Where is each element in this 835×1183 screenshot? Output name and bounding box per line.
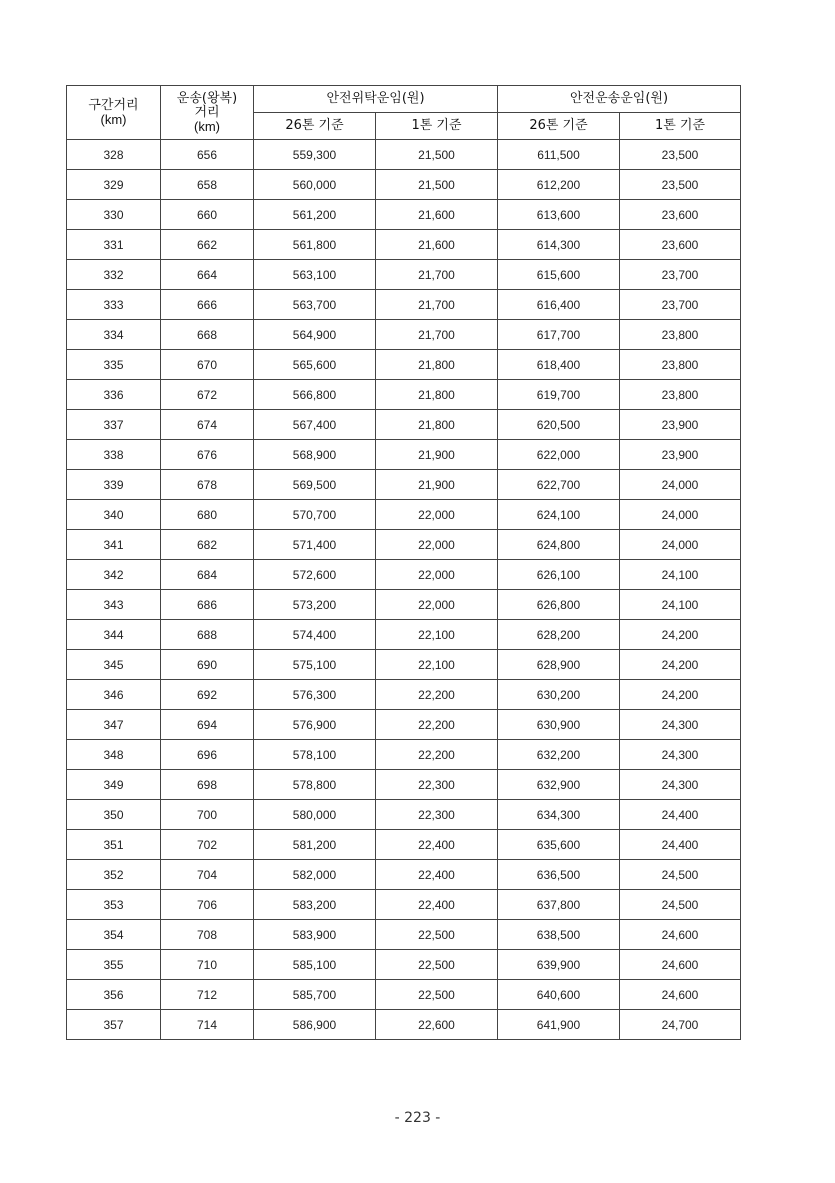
cell-transport-1t: 24,100 <box>620 560 741 590</box>
cell-consign-26t: 560,000 <box>254 170 376 200</box>
cell-section-distance: 340 <box>67 500 161 530</box>
cell-transport-distance: 660 <box>161 200 254 230</box>
cell-transport-distance: 692 <box>161 680 254 710</box>
cell-section-distance: 328 <box>67 140 161 170</box>
cell-consign-1t: 22,400 <box>376 860 498 890</box>
cell-transport-26t: 636,500 <box>498 860 620 890</box>
table-row <box>67 530 741 560</box>
cell-section-distance: 348 <box>67 740 161 770</box>
cell-section-distance: 351 <box>67 830 161 860</box>
header-transport-1t: 1톤 기준 <box>620 113 741 140</box>
cell-transport-distance: 700 <box>161 800 254 830</box>
cell-consign-1t: 22,400 <box>376 830 498 860</box>
cell-transport-1t: 24,500 <box>620 860 741 890</box>
cell-consign-1t: 21,700 <box>376 290 498 320</box>
cell-section-distance: 339 <box>67 470 161 500</box>
table-row <box>67 410 741 440</box>
cell-transport-distance: 682 <box>161 530 254 560</box>
cell-transport-1t: 24,000 <box>620 470 741 500</box>
cell-consign-1t: 21,600 <box>376 200 498 230</box>
cell-consign-26t: 585,100 <box>254 950 376 980</box>
cell-transport-distance: 656 <box>161 140 254 170</box>
cell-transport-1t: 24,300 <box>620 770 741 800</box>
cell-transport-1t: 24,400 <box>620 830 741 860</box>
cell-transport-26t: 622,000 <box>498 440 620 470</box>
header-group-consign-fare: 안전위탁운임(원) <box>254 86 498 113</box>
header-section-distance <box>67 86 161 140</box>
cell-consign-1t: 21,500 <box>376 140 498 170</box>
cell-section-distance: 342 <box>67 560 161 590</box>
cell-transport-1t: 24,000 <box>620 500 741 530</box>
cell-consign-26t: 582,000 <box>254 860 376 890</box>
cell-consign-1t: 21,500 <box>376 170 498 200</box>
cell-consign-1t: 22,200 <box>376 710 498 740</box>
cell-transport-distance: 694 <box>161 710 254 740</box>
table-row <box>67 650 741 680</box>
cell-transport-distance: 674 <box>161 410 254 440</box>
cell-transport-1t: 24,200 <box>620 620 741 650</box>
cell-transport-26t: 611,500 <box>498 140 620 170</box>
cell-transport-26t: 630,900 <box>498 710 620 740</box>
cell-section-distance: 355 <box>67 950 161 980</box>
cell-section-distance: 357 <box>67 1010 161 1040</box>
cell-transport-distance: 670 <box>161 350 254 380</box>
cell-transport-1t: 23,900 <box>620 440 741 470</box>
cell-transport-26t: 612,200 <box>498 170 620 200</box>
cell-transport-1t: 23,800 <box>620 380 741 410</box>
table-row <box>67 620 741 650</box>
table-row <box>67 980 741 1010</box>
cell-section-distance: 353 <box>67 890 161 920</box>
cell-consign-26t: 564,900 <box>254 320 376 350</box>
cell-transport-1t: 23,800 <box>620 350 741 380</box>
cell-transport-1t: 23,900 <box>620 410 741 440</box>
cell-consign-1t: 22,500 <box>376 980 498 1010</box>
cell-transport-26t: 614,300 <box>498 230 620 260</box>
cell-transport-1t: 24,500 <box>620 890 741 920</box>
cell-transport-distance: 678 <box>161 470 254 500</box>
cell-section-distance: 349 <box>67 770 161 800</box>
header-group-transport-fare: 안전운송운임(원) <box>498 86 741 113</box>
cell-transport-26t: 628,900 <box>498 650 620 680</box>
cell-transport-1t: 23,700 <box>620 290 741 320</box>
cell-section-distance: 338 <box>67 440 161 470</box>
cell-transport-1t: 24,200 <box>620 680 741 710</box>
cell-transport-26t: 616,400 <box>498 290 620 320</box>
header-transport-distance <box>161 86 254 140</box>
table-row <box>67 800 741 830</box>
cell-section-distance: 332 <box>67 260 161 290</box>
cell-consign-26t: 576,300 <box>254 680 376 710</box>
table-row <box>67 770 741 800</box>
cell-consign-26t: 570,700 <box>254 500 376 530</box>
cell-consign-1t: 22,200 <box>376 680 498 710</box>
cell-consign-1t: 22,000 <box>376 560 498 590</box>
cell-section-distance: 354 <box>67 920 161 950</box>
cell-transport-distance: 708 <box>161 920 254 950</box>
fare-table-header <box>67 86 741 140</box>
cell-transport-26t: 622,700 <box>498 470 620 500</box>
cell-transport-distance: 702 <box>161 830 254 860</box>
table-row <box>67 590 741 620</box>
cell-transport-1t: 24,600 <box>620 980 741 1010</box>
table-row <box>67 350 741 380</box>
cell-transport-26t: 641,900 <box>498 1010 620 1040</box>
cell-transport-distance: 658 <box>161 170 254 200</box>
cell-consign-1t: 21,700 <box>376 320 498 350</box>
cell-consign-26t: 571,400 <box>254 530 376 560</box>
cell-section-distance: 350 <box>67 800 161 830</box>
cell-section-distance: 334 <box>67 320 161 350</box>
cell-transport-distance: 698 <box>161 770 254 800</box>
cell-transport-26t: 635,600 <box>498 830 620 860</box>
cell-transport-distance: 686 <box>161 590 254 620</box>
cell-section-distance: 356 <box>67 980 161 1010</box>
cell-transport-1t: 24,300 <box>620 740 741 770</box>
cell-consign-26t: 583,200 <box>254 890 376 920</box>
cell-consign-26t: 566,800 <box>254 380 376 410</box>
cell-section-distance: 345 <box>67 650 161 680</box>
table-row <box>67 260 741 290</box>
cell-transport-26t: 618,400 <box>498 350 620 380</box>
header-transport-distance-label-1: 운송(왕복) <box>176 90 238 106</box>
cell-transport-26t: 632,900 <box>498 770 620 800</box>
table-row <box>67 950 741 980</box>
table-row <box>67 860 741 890</box>
cell-consign-26t: 563,100 <box>254 260 376 290</box>
cell-transport-1t: 24,100 <box>620 590 741 620</box>
cell-transport-26t: 626,100 <box>498 560 620 590</box>
cell-transport-distance: 672 <box>161 380 254 410</box>
cell-consign-1t: 21,800 <box>376 380 498 410</box>
cell-consign-1t: 22,600 <box>376 1010 498 1040</box>
header-transport-distance-label-2: 거리 <box>194 104 220 120</box>
cell-section-distance: 336 <box>67 380 161 410</box>
table-row <box>67 920 741 950</box>
header-section-distance-label: 구간거리 <box>88 97 139 113</box>
table-row <box>67 380 741 410</box>
cell-consign-26t: 569,500 <box>254 470 376 500</box>
cell-consign-26t: 583,900 <box>254 920 376 950</box>
cell-transport-26t: 638,500 <box>498 920 620 950</box>
table-row <box>67 1010 741 1040</box>
table-row <box>67 140 741 170</box>
fare-table-body <box>67 140 741 1040</box>
cell-consign-26t: 573,200 <box>254 590 376 620</box>
cell-transport-distance: 680 <box>161 500 254 530</box>
cell-section-distance: 331 <box>67 230 161 260</box>
cell-transport-distance: 712 <box>161 980 254 1010</box>
cell-transport-26t: 639,900 <box>498 950 620 980</box>
cell-section-distance: 344 <box>67 620 161 650</box>
cell-transport-1t: 24,600 <box>620 920 741 950</box>
fare-table <box>66 85 741 1040</box>
cell-section-distance: 335 <box>67 350 161 380</box>
cell-consign-1t: 22,200 <box>376 740 498 770</box>
header-transport-distance-unit: (km) <box>194 118 220 134</box>
cell-consign-1t: 21,800 <box>376 410 498 440</box>
header-transport-26t: 26톤 기준 <box>498 113 620 140</box>
cell-transport-1t: 23,800 <box>620 320 741 350</box>
cell-section-distance: 346 <box>67 680 161 710</box>
cell-consign-1t: 22,000 <box>376 590 498 620</box>
cell-transport-26t: 637,800 <box>498 890 620 920</box>
table-row <box>67 200 741 230</box>
cell-transport-26t: 626,800 <box>498 590 620 620</box>
table-row <box>67 470 741 500</box>
table-row <box>67 710 741 740</box>
cell-transport-distance: 666 <box>161 290 254 320</box>
cell-consign-1t: 22,100 <box>376 650 498 680</box>
header-section-distance-unit: (km) <box>100 111 127 127</box>
cell-transport-26t: 640,600 <box>498 980 620 1010</box>
header-consign-1t: 1톤 기준 <box>376 113 498 140</box>
page-number: - 223 - <box>394 1110 441 1126</box>
cell-consign-1t: 22,400 <box>376 890 498 920</box>
cell-consign-1t: 22,100 <box>376 620 498 650</box>
cell-transport-26t: 613,600 <box>498 200 620 230</box>
table-row <box>67 740 741 770</box>
cell-transport-1t: 24,400 <box>620 800 741 830</box>
cell-consign-1t: 22,000 <box>376 500 498 530</box>
table-row <box>67 170 741 200</box>
cell-transport-26t: 620,500 <box>498 410 620 440</box>
cell-consign-1t: 22,000 <box>376 530 498 560</box>
cell-consign-1t: 21,700 <box>376 260 498 290</box>
cell-transport-1t: 23,500 <box>620 140 741 170</box>
cell-transport-26t: 634,300 <box>498 800 620 830</box>
cell-transport-1t: 24,700 <box>620 1010 741 1040</box>
cell-consign-26t: 567,400 <box>254 410 376 440</box>
table-row <box>67 560 741 590</box>
table-row <box>67 830 741 860</box>
cell-consign-26t: 576,900 <box>254 710 376 740</box>
table-row <box>67 500 741 530</box>
cell-consign-1t: 22,300 <box>376 800 498 830</box>
table-row <box>67 890 741 920</box>
cell-section-distance: 330 <box>67 200 161 230</box>
cell-transport-26t: 617,700 <box>498 320 620 350</box>
cell-consign-26t: 568,900 <box>254 440 376 470</box>
cell-consign-1t: 22,500 <box>376 920 498 950</box>
cell-transport-26t: 619,700 <box>498 380 620 410</box>
cell-section-distance: 343 <box>67 590 161 620</box>
cell-transport-26t: 624,800 <box>498 530 620 560</box>
cell-consign-26t: 574,400 <box>254 620 376 650</box>
cell-consign-26t: 575,100 <box>254 650 376 680</box>
cell-consign-1t: 21,900 <box>376 440 498 470</box>
cell-transport-1t: 23,500 <box>620 170 741 200</box>
cell-transport-1t: 23,700 <box>620 260 741 290</box>
cell-consign-26t: 563,700 <box>254 290 376 320</box>
cell-transport-26t: 624,100 <box>498 500 620 530</box>
cell-section-distance: 337 <box>67 410 161 440</box>
table-row <box>67 290 741 320</box>
table-row <box>67 230 741 260</box>
cell-consign-1t: 21,600 <box>376 230 498 260</box>
cell-transport-26t: 632,200 <box>498 740 620 770</box>
cell-consign-26t: 578,100 <box>254 740 376 770</box>
cell-consign-26t: 559,300 <box>254 140 376 170</box>
cell-transport-distance: 696 <box>161 740 254 770</box>
cell-consign-1t: 21,900 <box>376 470 498 500</box>
cell-transport-1t: 23,600 <box>620 200 741 230</box>
cell-transport-26t: 615,600 <box>498 260 620 290</box>
cell-consign-1t: 21,800 <box>376 350 498 380</box>
cell-transport-1t: 24,200 <box>620 650 741 680</box>
cell-consign-26t: 561,200 <box>254 200 376 230</box>
table-row <box>67 680 741 710</box>
cell-transport-distance: 710 <box>161 950 254 980</box>
cell-transport-distance: 706 <box>161 890 254 920</box>
cell-consign-26t: 578,800 <box>254 770 376 800</box>
cell-transport-distance: 688 <box>161 620 254 650</box>
cell-transport-1t: 23,600 <box>620 230 741 260</box>
cell-transport-1t: 24,600 <box>620 950 741 980</box>
cell-consign-26t: 585,700 <box>254 980 376 1010</box>
cell-consign-26t: 586,900 <box>254 1010 376 1040</box>
cell-transport-distance: 664 <box>161 260 254 290</box>
cell-transport-1t: 24,000 <box>620 530 741 560</box>
cell-consign-26t: 580,000 <box>254 800 376 830</box>
cell-transport-1t: 24,300 <box>620 710 741 740</box>
cell-transport-distance: 668 <box>161 320 254 350</box>
cell-transport-26t: 628,200 <box>498 620 620 650</box>
cell-section-distance: 347 <box>67 710 161 740</box>
cell-section-distance: 333 <box>67 290 161 320</box>
cell-transport-distance: 684 <box>161 560 254 590</box>
cell-consign-26t: 572,600 <box>254 560 376 590</box>
cell-transport-distance: 714 <box>161 1010 254 1040</box>
cell-section-distance: 352 <box>67 860 161 890</box>
cell-transport-distance: 676 <box>161 440 254 470</box>
cell-transport-distance: 704 <box>161 860 254 890</box>
cell-consign-26t: 561,800 <box>254 230 376 260</box>
cell-consign-1t: 22,300 <box>376 770 498 800</box>
cell-section-distance: 341 <box>67 530 161 560</box>
cell-transport-26t: 630,200 <box>498 680 620 710</box>
cell-section-distance: 329 <box>67 170 161 200</box>
cell-transport-distance: 690 <box>161 650 254 680</box>
table-row <box>67 440 741 470</box>
cell-consign-26t: 565,600 <box>254 350 376 380</box>
cell-transport-distance: 662 <box>161 230 254 260</box>
cell-consign-26t: 581,200 <box>254 830 376 860</box>
table-row <box>67 320 741 350</box>
header-consign-26t: 26톤 기준 <box>254 113 376 140</box>
cell-consign-1t: 22,500 <box>376 950 498 980</box>
